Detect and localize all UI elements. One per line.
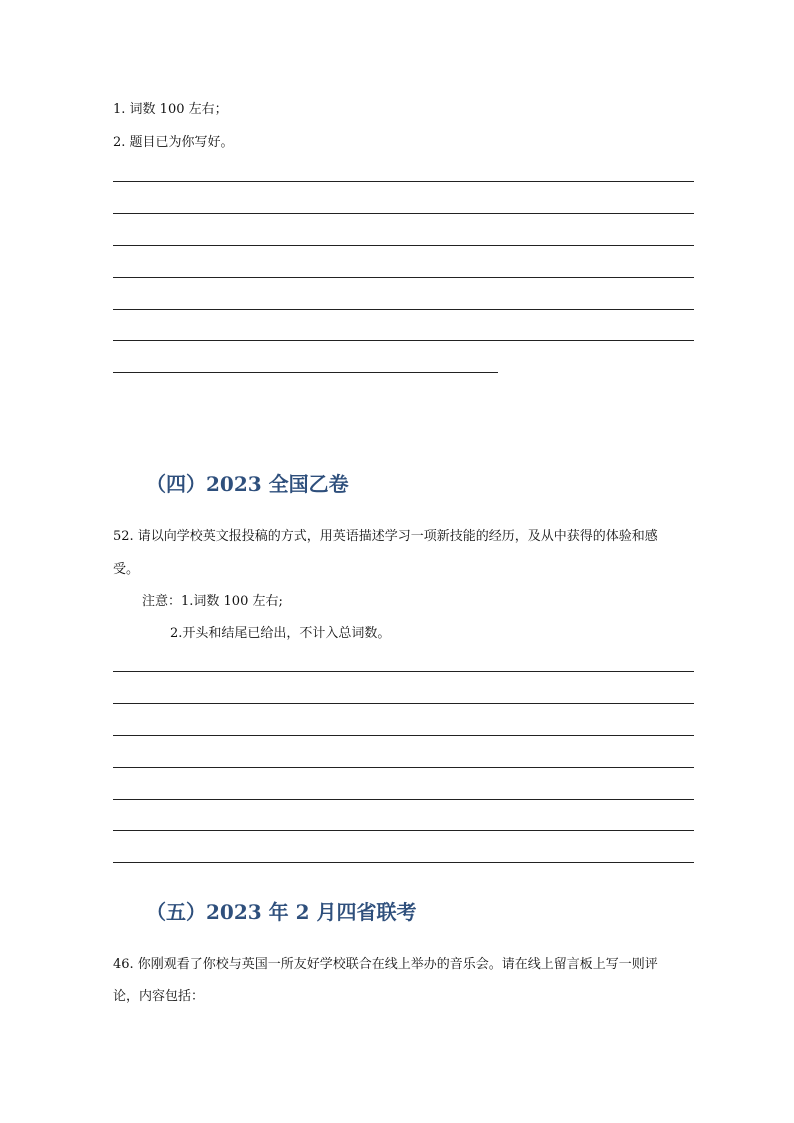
writing-line [113, 671, 694, 672]
question-46-line2: 论，内容包括： [113, 989, 205, 1004]
writing-line [113, 862, 694, 863]
writing-line [113, 181, 694, 182]
note-line1: 注意：1.词数 100 左右; [142, 594, 283, 609]
writing-line [113, 767, 694, 768]
section-heading-5: （五）2023 年 2 月四省联考 [146, 900, 417, 924]
writing-line [113, 799, 694, 800]
writing-line [113, 277, 694, 278]
writing-line [113, 372, 498, 373]
writing-line [113, 245, 694, 246]
question-52-line1: 52. 请以向学校英文报投稿的方式，用英语描述学习一项新技能的经历，及从中获得的体验和感 [113, 529, 658, 544]
requirement-title-given: 2. 题目已为你写好。 [113, 135, 234, 150]
writing-line [113, 309, 694, 310]
writing-line [113, 830, 694, 831]
writing-line [113, 703, 694, 704]
question-52-line2: 受。 [113, 562, 140, 577]
question-46-line1: 46. 你刚观看了你校与英国一所友好学校联合在线上举办的音乐会。请在线上留言板上写一则评 [113, 957, 658, 972]
writing-line [113, 213, 694, 214]
writing-line [113, 735, 694, 736]
section-heading-4: （四）2023 全国乙卷 [146, 472, 349, 496]
writing-line [113, 340, 694, 341]
note-line2: 2.开头和结尾已给出，不计入总词数。 [170, 626, 391, 641]
requirement-word-count: 1. 词数 100 左右； [113, 102, 228, 117]
